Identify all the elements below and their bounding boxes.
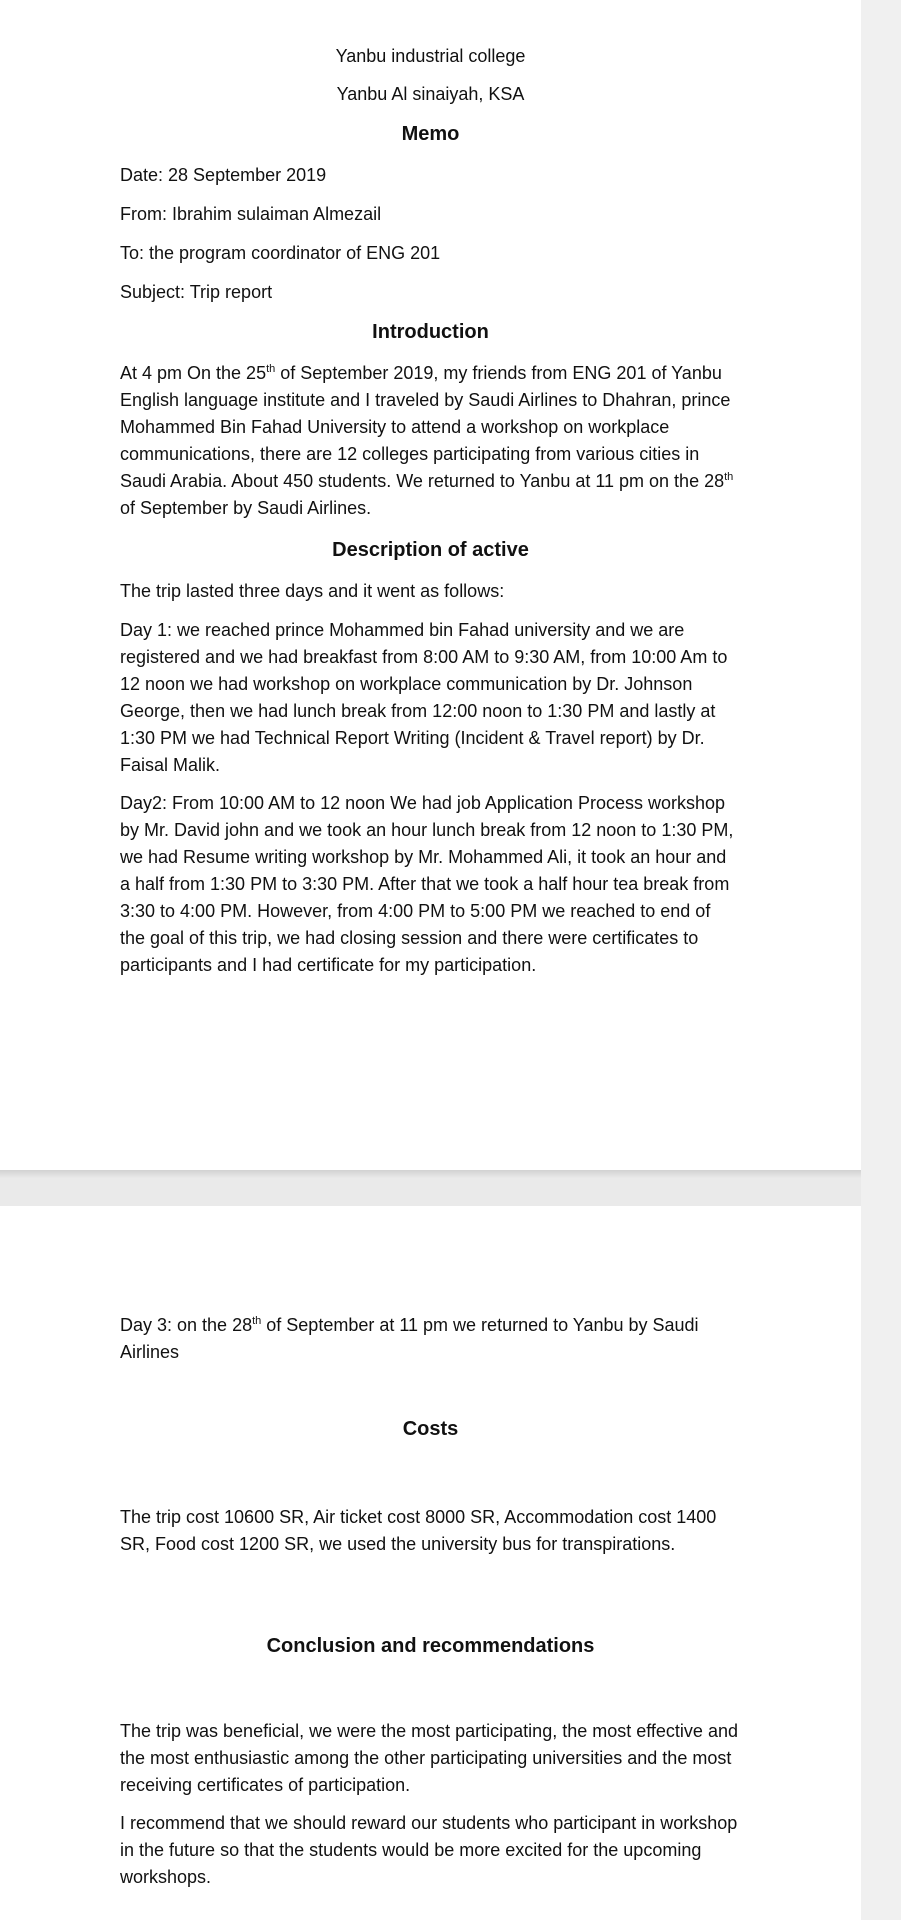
conclusion-heading: Conclusion and recommendations [266, 1635, 595, 1657]
costs-heading: Costs [402, 1418, 459, 1440]
college-name: Yanbu industrial college [335, 46, 526, 66]
memo-subject: Subject: Trip report [120, 282, 273, 302]
college-location: Yanbu Al sinaiyah, KSA [336, 84, 525, 104]
introduction-paragraph: At 4 pm On the 25th of September 2019, my friends from ENG 201 of Yanbu English language institute and I traveled by Saudi Airlines to Dhahran, prince Mohammed Bin Fahad University to attend a workshop on workplace communications, there are 12 colleges participating from various cities in Saudi Arabia. About 450 students. We returned to Yanbu at 11 pm on the 28th of September by Saudi Airlines. [120, 363, 734, 518]
document-page-2 [0, 1206, 861, 1920]
day2-paragraph: Day2: From 10:00 AM to 12 noon We had job Application Process workshop by Mr. David john and we took an hour lunch break from 12 noon to 1:30 PM, we had Resume writing workshop by Mr. Mohammed Ali, it took an hour and a half from 1:30 PM to 3:30 PM. After that we took a half hour tea break from 3:30 to 4:00 PM. However, from 4:00 PM to 5:00 PM we reached to end of the goal of this trip, we had closing session and there were certificates to participants and I had certificate for my participation. [120, 793, 734, 975]
description-heading: Description of active [332, 539, 529, 561]
conclusion-paragraph-1: The trip was beneficial, we were the most participating, the most effective and the most enthusiastic among the other participating universities and the most receiving certificates of participation. [120, 1721, 738, 1795]
page-gap-shadow [0, 1170, 861, 1178]
description-intro: The trip lasted three days and it went as follows: [120, 581, 505, 601]
viewer-background-strip [861, 0, 901, 1920]
memo-title: Memo [401, 123, 460, 145]
memo-to: To: the program coordinator of ENG 201 [120, 243, 441, 263]
memo-from: From: Ibrahim sulaiman Almezail [120, 204, 382, 224]
conclusion-paragraph-2: I recommend that we should reward our students who participant in workshop in the future so that the students would be more excited for the upcoming workshops. [120, 1813, 738, 1887]
day3-paragraph: Day 3: on the 28th of September at 11 pm we returned to Yanbu by Saudi Airlines [120, 1315, 699, 1362]
day1-paragraph: Day 1: we reached prince Mohammed bin Fahad university and we are registered and we had breakfast from 8:00 AM to 9:30 AM, from 10:00 Am to 12 noon we had workshop on workplace communication by Dr. Johnson George, then we had lunch break from 12:00 noon to 1:30 PM and lastly at 1:30 PM we had Technical Report Writing (Incident & Travel report) by Dr. Faisal Malik. [120, 620, 728, 775]
costs-paragraph: The trip cost 10600 SR, Air ticket cost 8000 SR, Accommodation cost 1400 SR, Food cost 1200 SR, we used the university bus for transpirations. [120, 1507, 717, 1554]
memo-date: Date: 28 September 2019 [120, 165, 327, 185]
introduction-heading: Introduction [372, 321, 489, 343]
